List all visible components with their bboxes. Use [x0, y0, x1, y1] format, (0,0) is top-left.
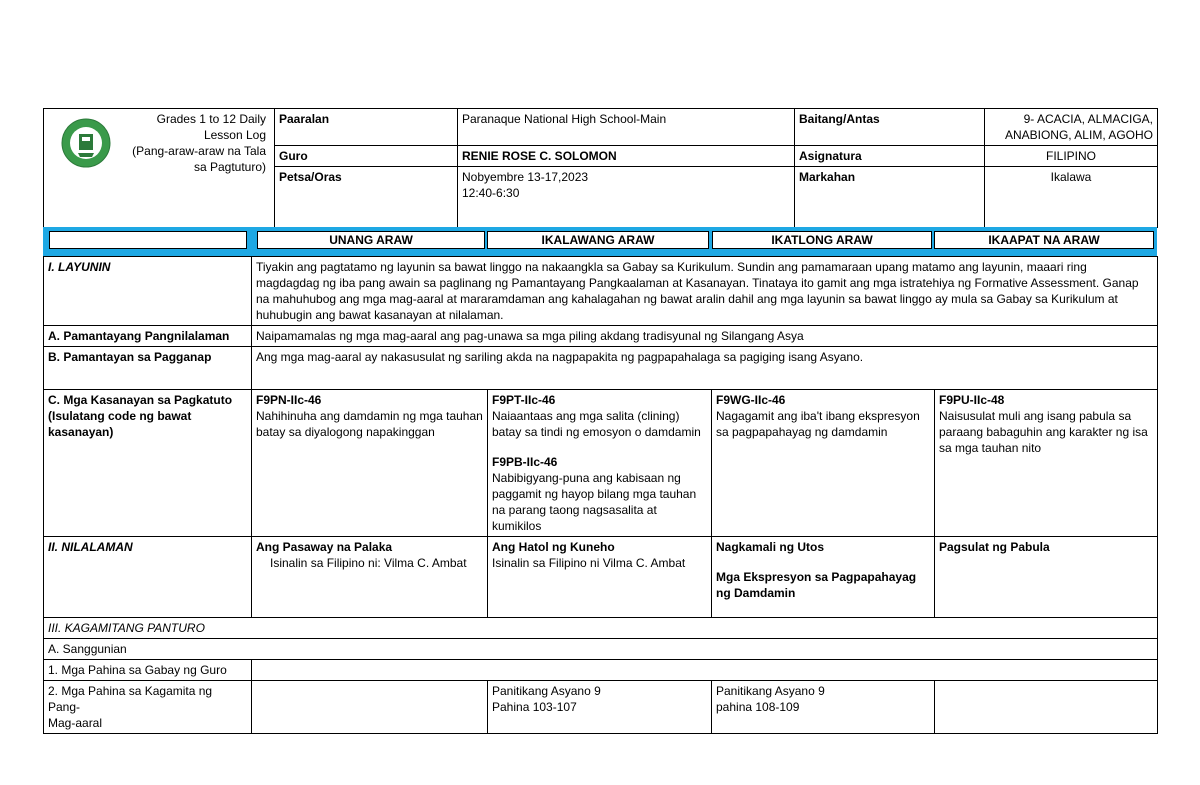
table-row	[44, 347, 1158, 390]
kagamitan-day1	[252, 681, 488, 734]
reference-book: Panitikang Asyano 9	[716, 684, 825, 698]
table-row	[44, 618, 1158, 639]
nilalaman-day4	[935, 537, 1158, 618]
kasanayan-day3	[712, 390, 935, 537]
date-value	[458, 167, 795, 228]
header-title-line: (Pang-araw-araw na Tala	[132, 144, 266, 158]
date-label: Petsa/Oras	[275, 167, 458, 228]
teacher-label: Guro	[275, 146, 458, 167]
nilalaman-day2	[488, 537, 712, 618]
header-title-line: sa Pagtuturo)	[193, 160, 266, 174]
grade-value	[985, 109, 1158, 146]
day-header-2: IKALAWANG ARAW	[487, 231, 709, 249]
pangnilalaman-label: A. Pamantayang Pangnilalaman	[44, 326, 252, 347]
grade-value-line: ANABIONG, ALIM, AGOHO	[1004, 128, 1153, 142]
header-title-line: Lesson Log	[203, 128, 266, 142]
quarter-value: Ikalawa	[985, 167, 1158, 228]
day-header-4: IKAAPAT NA ARAW	[934, 231, 1154, 249]
layunin-text: Tiyakin ang pagtatamo ng layunin sa bawat linggo na nakaangkla sa Gabay sa Kurikulum. Sundin ang pamamaraan upang matamo ang layunin, maaari ring magdagdag ng iba pang awain sa paglinang ng Pamantayang Pangkaalaman at Kasanayan. Tinataya ito gamit ang mga istratehiya ng Formative Assessment. Ganap na mahuhubog ang mga mag-aaral at mararamdaman ang kahalagahan ng bawat aralin dahil ang mga layunin sa bawat linggo ay mula sa Gabay sa Kurikulum at huhubugin ang bawat kasanayan at nilalaman.	[252, 257, 1158, 326]
nilalaman-label: II. NILALAMAN	[44, 537, 252, 618]
pagganap-label: B. Pamantayan sa Pagganap	[44, 347, 252, 390]
layunin-label: I. LAYUNIN	[44, 257, 252, 326]
kasanayan-day2	[488, 390, 712, 537]
table-row	[44, 537, 1158, 618]
grade-value-line: 9- ACACIA, ALMACIGA,	[1023, 112, 1153, 126]
lesson-subtitle: Isinalin sa Filipino ni Vilma C. Ambat	[492, 556, 686, 570]
header-title-line: Grades 1 to 12 Daily	[156, 112, 266, 126]
table-row	[44, 257, 1158, 326]
sanggunian-label: A. Sanggunian	[44, 639, 1158, 660]
table-row	[44, 639, 1158, 660]
kasanayan-label-line: (Isulatang code ng bawat	[48, 409, 192, 423]
school-label: Paaralan	[275, 109, 458, 146]
lesson-table	[43, 256, 1158, 734]
kagamitan-day2	[488, 681, 712, 734]
quarter-label: Markahan	[795, 167, 985, 228]
day-header-1: UNANG ARAW	[257, 231, 485, 249]
subject-value: FILIPINO	[985, 146, 1158, 167]
lesson-title: Ang Hatol ng Kuneho	[492, 540, 615, 554]
table-row	[44, 390, 1158, 537]
nilalaman-day3	[712, 537, 935, 618]
kasanayan-label-line: C. Mga Kasanayan sa Pagkatuto	[48, 393, 233, 407]
school-value: Paranaque National High School-Main	[458, 109, 795, 146]
lesson-title: Ang Pasaway na Palaka	[256, 540, 393, 554]
subject-label: Asignatura	[795, 146, 985, 167]
kagamitan-aaral-line: Mag-aaral	[48, 716, 103, 730]
lesson-title: Nagkamali ng Utos	[716, 540, 825, 554]
header-table	[43, 108, 1158, 228]
kagamitan-aaral-label	[44, 681, 252, 734]
competency-code: F9PN-IIc-46	[256, 393, 322, 407]
lesson-subtitle: Isinalin sa Filipino ni: Vilma C. Ambat	[270, 556, 467, 570]
competency-code: F9PU-IIc-48	[939, 393, 1005, 407]
competency-code: F9PB-IIc-46	[492, 455, 558, 469]
teacher-value: RENIE ROSE C. SOLOMON	[458, 146, 795, 167]
reference-pages: pahina 108-109	[716, 700, 800, 714]
kagamitan-aaral-line: 2. Mga Pahina sa Kagamita ng Pang-	[48, 684, 213, 714]
competency-code: F9PT-IIc-46	[492, 393, 556, 407]
competency-code: F9WG-IIc-46	[716, 393, 786, 407]
competency-text: Naiaantaas ang mga salita (clining) batay sa tindi ng emosyon o damdamin	[492, 409, 701, 439]
gabay-value	[252, 660, 1158, 681]
date-value-line: Nobyembre 13-17,2023	[462, 170, 589, 184]
time-value-line: 12:40-6:30	[462, 186, 520, 200]
pagganap-text: Ang mga mag-aaral ay nakasusulat ng sariling akda na nagpapakita ng pagpapahalaga sa pagiging isang Asyano.	[252, 347, 1158, 390]
competency-text: Naisusulat muli ang isang pabula sa paraang babaguhin ang karakter ng isa sa mga tauhan nito	[939, 409, 1148, 455]
table-row	[44, 660, 1158, 681]
pangnilalaman-text: Naipamamalas ng mga mag-aaral ang pag-unawa sa mga piling akdang tradisyunal ng Silangang Asya	[252, 326, 1158, 347]
reference-pages: Pahina 103-107	[492, 700, 577, 714]
table-row	[44, 681, 1158, 734]
kasanayan-day4	[935, 390, 1158, 537]
lesson-title: Pagsulat ng Pabula	[939, 540, 1050, 554]
kasanayan-label-line: kasanayan)	[48, 425, 114, 439]
lesson-subtitle: Mga Ekspresyon sa Pagpapahayag ng Damdamin	[716, 570, 917, 600]
day-header-3: IKATLONG ARAW	[712, 231, 932, 249]
header-title-cell	[44, 109, 275, 228]
school-logo-icon	[60, 117, 112, 169]
kasanayan-label	[44, 390, 252, 537]
kagamitan-label: III. KAGAMITANG PANTURO	[44, 618, 1158, 639]
nilalaman-day1	[252, 537, 488, 618]
competency-text: Nahihinuha ang damdamin ng mga tauhan batay sa diyalogong napakinggan	[256, 409, 483, 439]
kagamitan-day3	[712, 681, 935, 734]
kasanayan-day1	[252, 390, 488, 537]
kagamitan-day4	[935, 681, 1158, 734]
grade-label: Baitang/Antas	[795, 109, 985, 146]
competency-text: Nagagamit ang iba't ibang ekspresyon sa pagpapahayag ng damdamin	[716, 409, 920, 439]
day-header-blank	[49, 231, 247, 249]
competency-text: Nabibigyang-puna ang kabisaan ng paggamit ng hayop bilang mga tauhan na parang taong nagsasalita at kumikilos	[492, 471, 697, 533]
day-header-bar	[43, 227, 1157, 256]
reference-book: Panitikang Asyano 9	[492, 684, 601, 698]
table-row	[44, 326, 1158, 347]
gabay-label: 1. Mga Pahina sa Gabay ng Guro	[44, 660, 252, 681]
